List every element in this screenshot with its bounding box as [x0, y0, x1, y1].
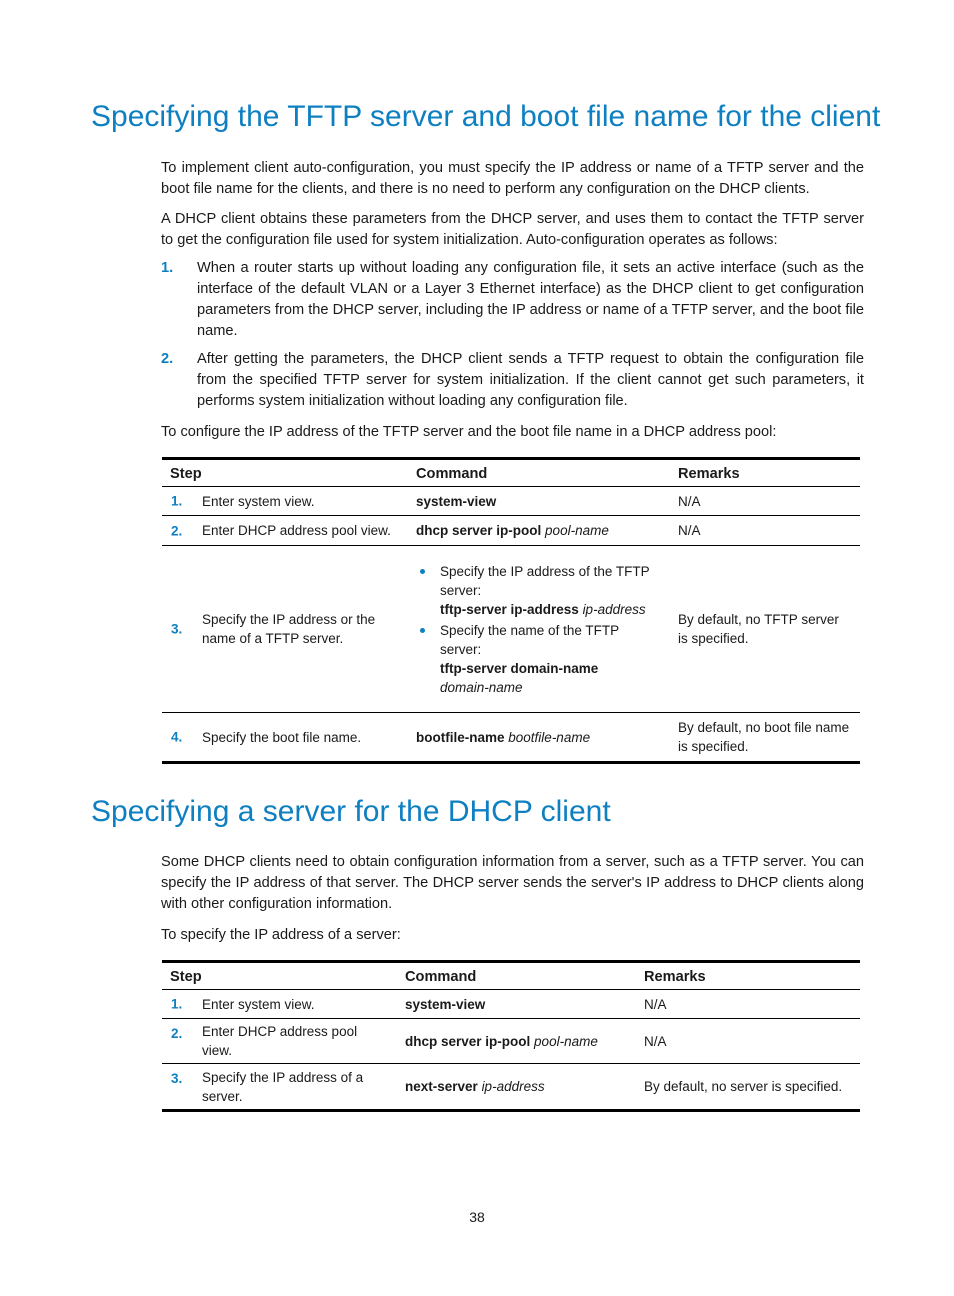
intro-paragraph: To implement client auto-configuration, you must specify the IP address or name of a TFTP server and the boot file name for the clients, and there is no need to perform any configuration on the DHCP clients. — [161, 160, 864, 197]
step-cell — [162, 546, 408, 713]
section-title-dhcp-server: Specifying a server for the DHCP client — [91, 795, 611, 828]
step-cell — [162, 516, 408, 546]
remarks-cell: By default, no server is specified. — [636, 1064, 860, 1111]
command-cell — [408, 516, 670, 546]
command-argument: ip-address — [582, 601, 646, 617]
step-number: 3. — [171, 621, 183, 637]
table-row — [162, 546, 860, 713]
step-number: 1. — [171, 996, 183, 1012]
step-number: 1. — [171, 493, 183, 509]
command-keyword: system-view — [416, 493, 497, 509]
column-header-remarks: Remarks — [670, 459, 860, 487]
step-text: Enter DHCP address pool view. — [202, 523, 391, 538]
server-config-table — [162, 960, 860, 1112]
remarks-cell: N/A — [636, 990, 860, 1019]
command-keyword: dhcp server ip-pool — [416, 523, 542, 538]
command-keyword: tftp-server ip-address — [440, 601, 579, 617]
remarks-cell: N/A — [636, 1019, 860, 1064]
tftp-config-table — [162, 457, 860, 764]
step-text: Enter DHCP address pool view. — [202, 1024, 358, 1058]
step-cell — [162, 487, 408, 516]
list-item-text: When a router starts up without loading any configuration file, it sets an active interface (such as the interface of the default VLAN or a Layer 3 Ethernet interface) as the DHCP client to get configuration parameters from the DHCP server, including the IP address or name of a TFTP server, and the boot file name. — [197, 260, 864, 339]
table-row — [162, 516, 860, 546]
remarks-cell: By default, no TFTP server is specified. — [670, 546, 860, 713]
command-cell — [408, 713, 670, 763]
option-description: Specify the name of the TFTP server: — [440, 622, 619, 657]
table-intro-paragraph: To configure the IP address of the TFTP server and the boot file name in a DHCP address pool: — [161, 424, 777, 440]
step-number: 2. — [171, 1026, 183, 1041]
command-argument: bootfile-name — [508, 729, 591, 745]
step-cell — [162, 1019, 397, 1064]
section-title-tftp: Specifying the TFTP server and boot file name for the client — [91, 100, 881, 133]
table-row — [162, 1019, 860, 1064]
step-text: Specify the IP address of a server. — [202, 1069, 364, 1104]
command-keyword: bootfile-name — [416, 729, 505, 745]
page-number: 38 — [469, 1209, 485, 1225]
command-cell — [397, 990, 636, 1019]
step-cell — [162, 713, 408, 763]
list-item-text: After getting the parameters, the DHCP client sends a TFTP request to obtain the configuration file from the specified TFTP server for system initialization. If the client cannot get such parameters, it performs system initialization without loading any configuration file. — [197, 351, 864, 409]
step-text: Enter system view. — [202, 996, 315, 1012]
step-number: 2. — [171, 523, 183, 538]
command-argument: pool-name — [545, 523, 609, 538]
command-options-list — [416, 562, 662, 697]
table-row — [162, 990, 860, 1019]
table-row — [162, 487, 860, 516]
remarks-cell: N/A — [670, 516, 860, 546]
command-keyword: dhcp server ip-pool — [405, 1033, 531, 1049]
step-cell — [162, 1064, 397, 1111]
list-item — [440, 621, 662, 697]
list-item — [440, 562, 662, 619]
command-keyword: system-view — [405, 996, 486, 1012]
remarks-cell: By default, no boot file name is specified. — [670, 713, 860, 763]
list-item-number: 2. — [161, 351, 174, 367]
step-text: Specify the boot file name. — [202, 729, 362, 745]
column-header-step: Step — [162, 962, 397, 990]
command-keyword: tftp-server domain-name — [440, 660, 599, 676]
list-item — [161, 258, 864, 342]
list-item-number: 1. — [161, 260, 174, 276]
column-header-command: Command — [397, 962, 636, 990]
server-intro-paragraph: Some DHCP clients need to obtain configuration information from a server, such as a TFTP server. You can specify the IP address of that server. The DHCP server sends the server's IP address to DHCP clients along with other configuration information. — [161, 854, 864, 912]
column-header-remarks: Remarks — [636, 962, 860, 990]
column-header-step: Step — [162, 459, 408, 487]
auto-config-paragraph: A DHCP client obtains these parameters from the DHCP server, and uses them to contact the TFTP server to get the configuration file used for system initialization. Auto-configuration operates as follows: — [161, 211, 864, 248]
command-argument: ip-address — [481, 1079, 545, 1094]
step-number: 3. — [171, 1071, 183, 1086]
table-header-row — [162, 459, 860, 487]
step-text: Specify the IP address or the name of a TFTP server. — [202, 612, 376, 646]
step-text: Enter system view. — [202, 493, 315, 509]
table-row — [162, 1064, 860, 1111]
step-cell — [162, 990, 397, 1019]
column-header-command: Command — [408, 459, 670, 487]
option-description: Specify the IP address of the TFTP server: — [440, 563, 650, 598]
command-argument: domain-name — [440, 679, 523, 695]
table-header-row — [162, 962, 860, 990]
command-cell — [408, 546, 670, 713]
command-cell — [397, 1064, 636, 1111]
command-keyword: next-server — [405, 1079, 478, 1094]
list-item — [161, 349, 864, 412]
table-intro-paragraph: To specify the IP address of a server: — [161, 927, 401, 943]
command-cell — [408, 487, 670, 516]
command-cell — [397, 1019, 636, 1064]
step-number: 4. — [171, 729, 183, 745]
table-row — [162, 713, 860, 763]
command-argument: pool-name — [534, 1033, 598, 1049]
remarks-cell: N/A — [670, 487, 860, 516]
